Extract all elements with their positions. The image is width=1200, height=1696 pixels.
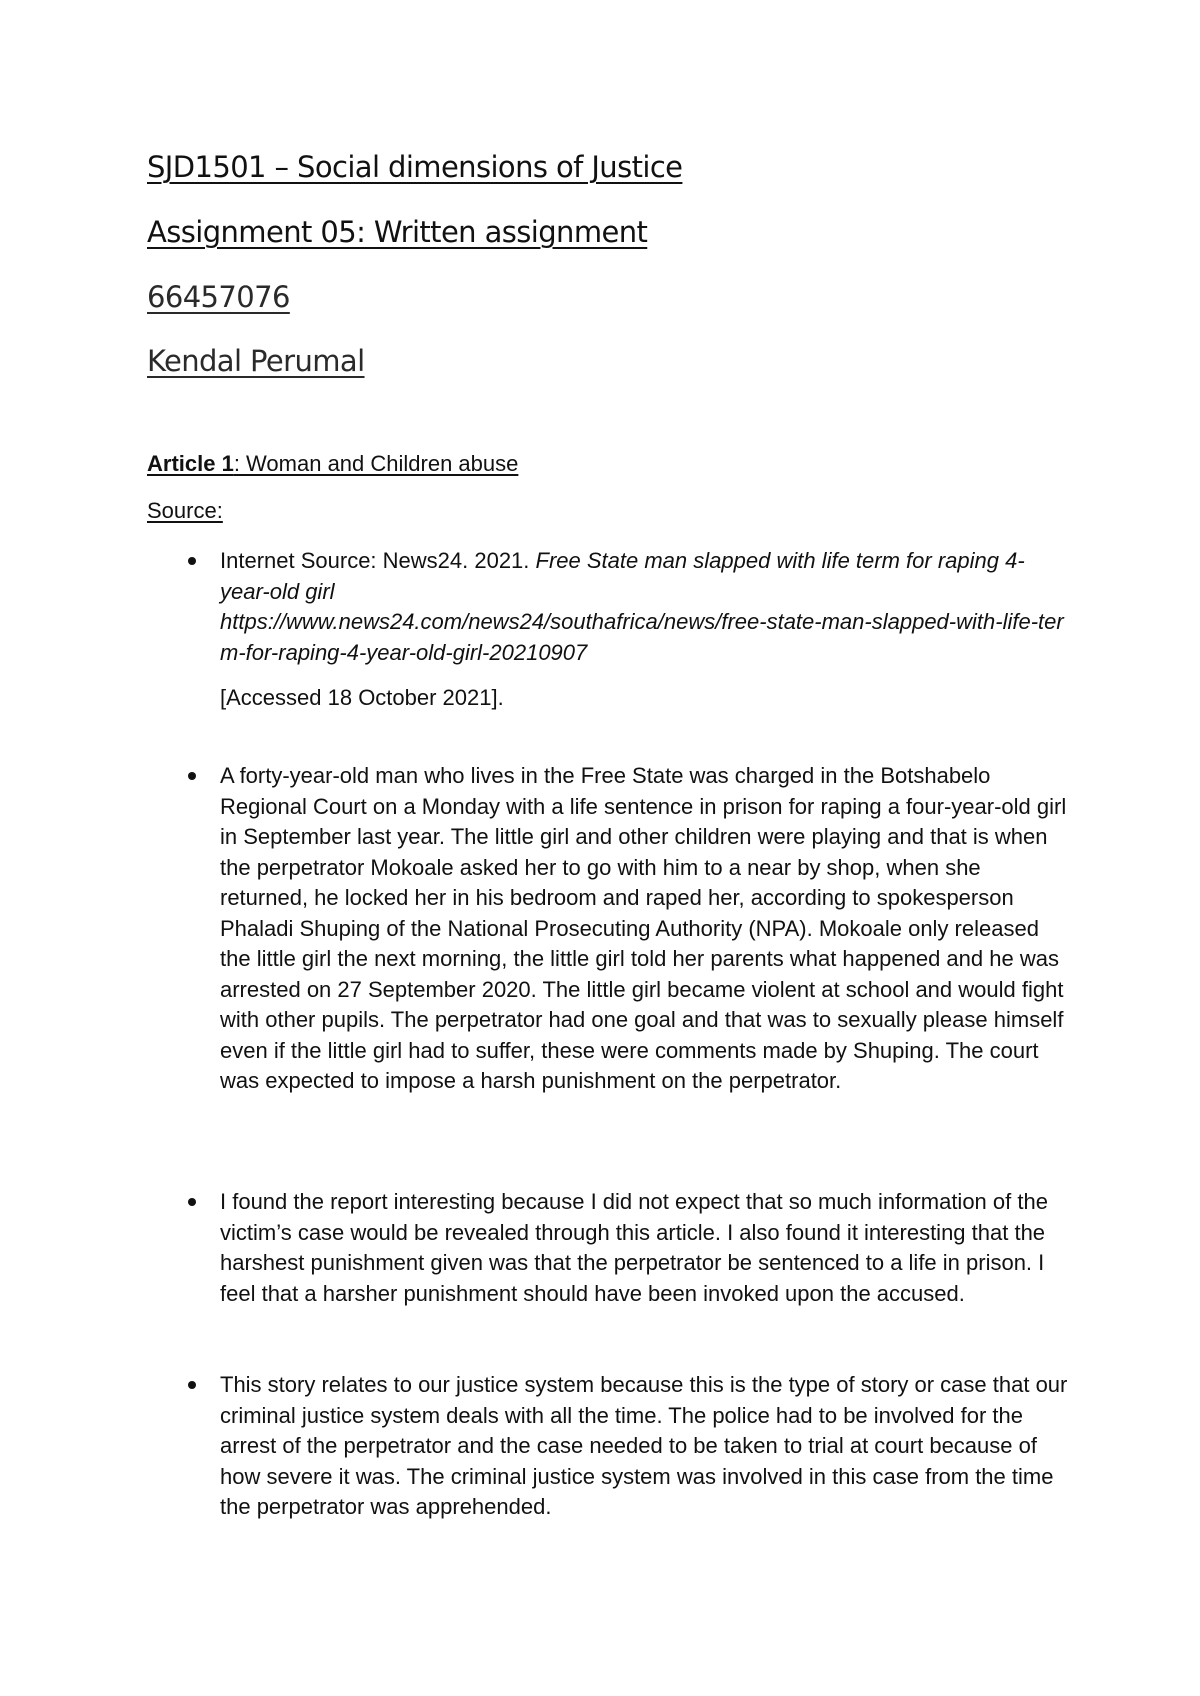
student-number: 66457076: [147, 280, 290, 314]
article-label: Article 1: [147, 451, 234, 476]
article-heading: [147, 451, 518, 477]
citation-prefix: Internet Source: News24. 2021.: [220, 548, 536, 573]
justice-relation-bullet: This story relates to our justice system because this is the type of story or case that our criminal justice system deals with all the time. The police had to be involved for the arrest of the perpetrator and the case needed to be taken to trial at court because of how severe it was. The criminal justice system was involved in this case from the time the perpetrator was apprehended.: [220, 1370, 1070, 1523]
citation-title: Free State man slapped with life term for raping 4-year-old girl: [220, 548, 1025, 604]
student-name: Kendal Perumal: [147, 344, 365, 378]
opinion-bullet: I found the report interesting because I did not expect that so much information of the victim’s case would be revealed through this article. I also found it interesting that the harshest punishment given was that the perpetrator be sentenced to a life in prison. I feel that a harsher punishment should have been invoked upon the accused.: [220, 1187, 1070, 1309]
citation-bullet: [220, 546, 1070, 668]
citation-accessed: [Accessed 18 October 2021].: [220, 685, 504, 710]
citation-url[interactable]: https://www.news24.com/news24/southafrica/news/free-state-man-slapped-with-life-term-for-raping-4-year-old-girl-20210907: [220, 609, 1064, 665]
summary-bullet: A forty-year-old man who lives in the Free State was charged in the Botshabelo Regional Court on a Monday with a life sentence in prison for raping a four-year-old girl in September last year. The little girl and other children were playing and that is when the perpetrator Mokoale asked her to go with him to a near by shop, when she returned, he locked her in his bedroom and raped her, according to spokesperson Phaladi Shuping of the National Prosecuting Authority (NPA). Mokoale only released the little girl the next morning, the little girl told her parents what happened and he was arrested on 27 September 2020. The little girl became violent at school and would fight with other pupils. The perpetrator had one goal and that was to sexually please himself even if the little girl had to suffer, these were comments made by Shuping. The court was expected to impose a harsh punishment on the perpetrator.: [220, 761, 1070, 1097]
article-topic: : Woman and Children abuse: [233, 451, 519, 476]
source-label: Source:: [147, 498, 223, 523]
assignment-title: Assignment 05: Written assignment: [147, 215, 648, 249]
course-title: SJD1501 – Social dimensions of Justice: [147, 150, 683, 184]
